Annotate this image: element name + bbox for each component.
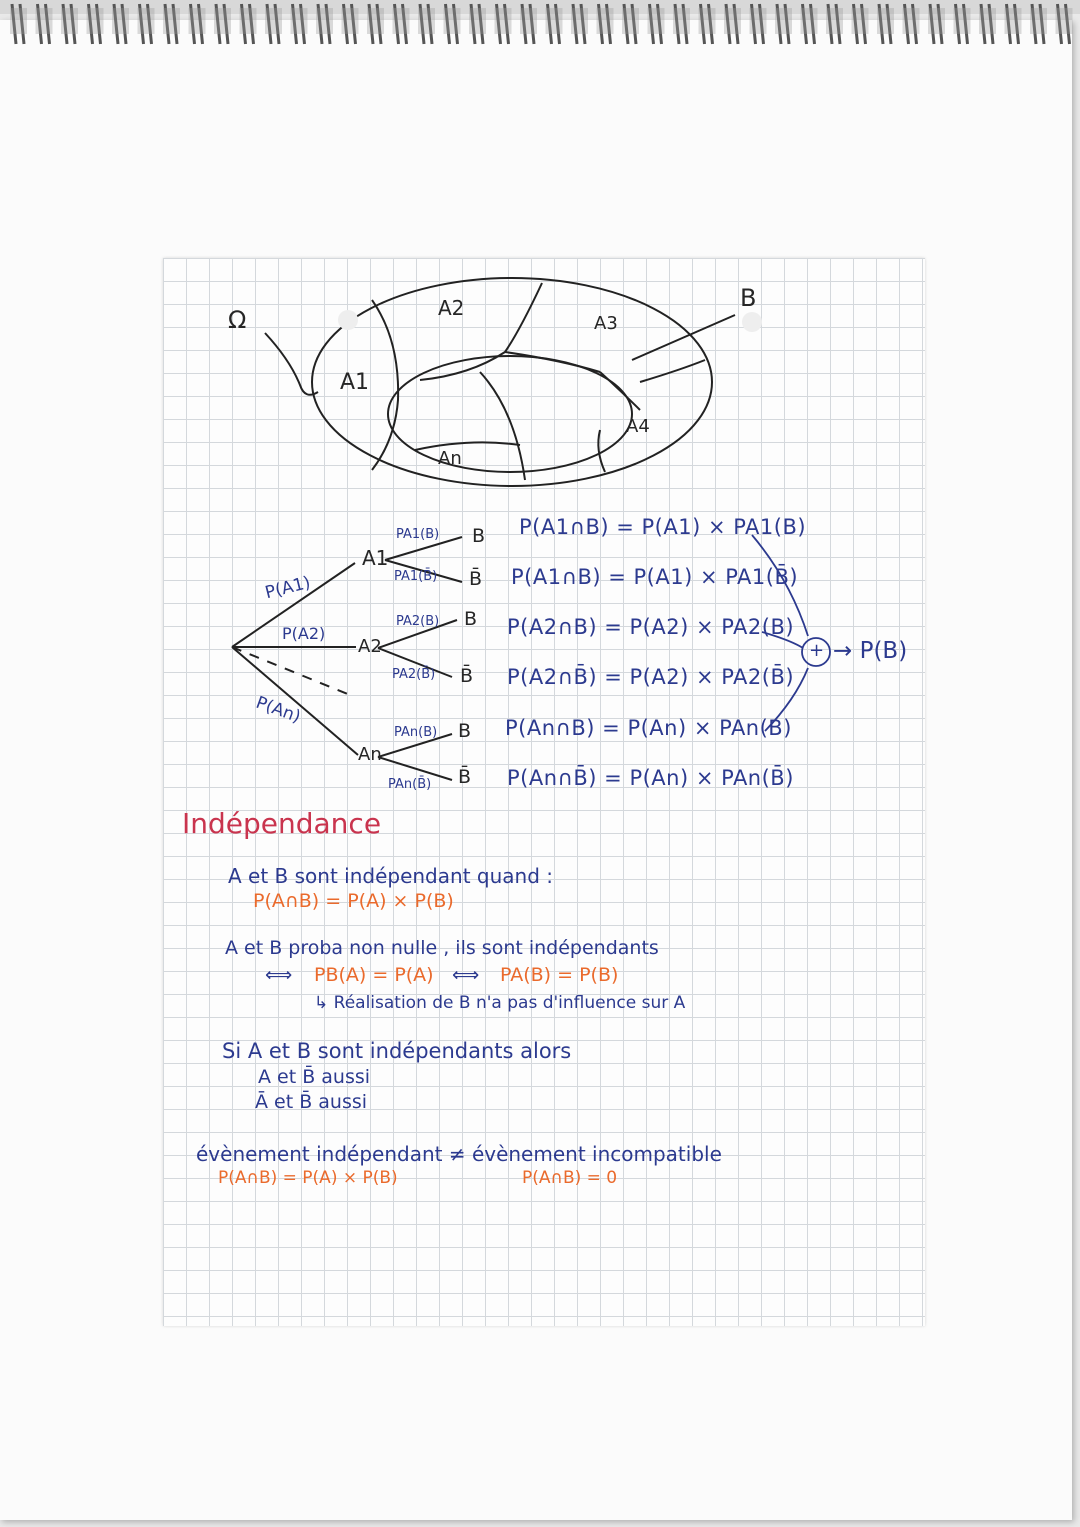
region-a4: A4 xyxy=(626,416,650,437)
definition-line: A et B sont indépendant quand : xyxy=(228,864,553,888)
region-a2: A2 xyxy=(438,296,465,320)
edge-label-pa2-b: PA2(B) xyxy=(396,614,440,629)
sum-symbol: + xyxy=(809,640,825,661)
equiv-part-2: PA(B) = P(B) xyxy=(500,964,619,986)
definition-formula: P(A∩B) = P(A) × P(B) xyxy=(253,890,454,912)
tree-node-a1: A1 xyxy=(362,546,389,570)
equiv-arrow-2: ⟺ xyxy=(452,964,480,986)
compare-line: évènement indépendant ≠ évènement incompatible xyxy=(196,1142,722,1166)
region-an: An xyxy=(438,448,462,469)
edge-label-p-a2: P(A2) xyxy=(282,624,326,643)
formula-a2-bbar: P(A2∩B̄) = P(A2) × PA2(B̄) xyxy=(507,665,795,689)
event-b-label: B xyxy=(740,284,757,312)
tree-node-a2: A2 xyxy=(358,636,382,657)
section-title: Indépendance xyxy=(182,807,382,840)
compare-left-formula: P(A∩B) = P(A) × P(B) xyxy=(218,1168,398,1188)
formula-an-bbar: P(An∩B̄) = P(An) × PAn(B̄) xyxy=(507,766,794,790)
edge-label-pan-b: PAn(B) xyxy=(394,725,438,740)
explanation-line: ↳ Réalisation de B n'a pas d'influence sur A xyxy=(314,993,686,1013)
omega-label: Ω xyxy=(228,306,247,334)
edge-label-pan-bbar: PAn(B̄) xyxy=(388,777,432,792)
formula-a2-b: P(A2∩B) = P(A2) × PA2(B) xyxy=(507,615,795,639)
also-line-2: Ā et B̄ aussi xyxy=(255,1091,368,1113)
formula-a1-bbar: P(A1∩B) = P(A1) × PA1(B̄) xyxy=(511,565,799,589)
also-line-1: A et B̄ aussi xyxy=(258,1066,371,1088)
leaf-bbar-1: B̄ xyxy=(469,568,483,590)
formula-a1-b: P(A1∩B) = P(A1) × PA1(B) xyxy=(519,515,807,539)
tree-node-an: An xyxy=(358,744,382,765)
edge-label-p-a1: P(A1) xyxy=(263,572,313,604)
edge-label-p-an: P(An) xyxy=(253,692,304,728)
leaf-bbar-3: B̄ xyxy=(458,766,472,788)
region-a3: A3 xyxy=(594,313,618,334)
edge-label-pa1-bbar: PA1(B̄) xyxy=(394,569,438,584)
region-a1: A1 xyxy=(340,370,370,395)
leaf-bbar-2: B̄ xyxy=(460,665,474,687)
equiv-part-1: PB(A) = P(A) xyxy=(314,964,434,986)
si-line: Si A et B sont indépendants alors xyxy=(222,1039,572,1063)
edge-label-pa2-bbar: PA2(B̄) xyxy=(392,667,436,682)
edge-label-pa1-b: PA1(B) xyxy=(396,527,440,542)
nonnull-line: A et B proba non nulle , ils sont indépendants xyxy=(225,937,659,959)
leaf-b-2: B xyxy=(464,608,478,630)
formula-an-b: P(An∩B) = P(An) × PAn(B) xyxy=(505,716,792,740)
leaf-b-3: B xyxy=(458,720,472,742)
leaf-b-1: B xyxy=(472,525,486,547)
compare-right-formula: P(A∩B) = 0 xyxy=(522,1168,618,1188)
equiv-arrow-1: ⟺ xyxy=(265,964,293,986)
result-p-b: → P(B) xyxy=(833,638,908,664)
